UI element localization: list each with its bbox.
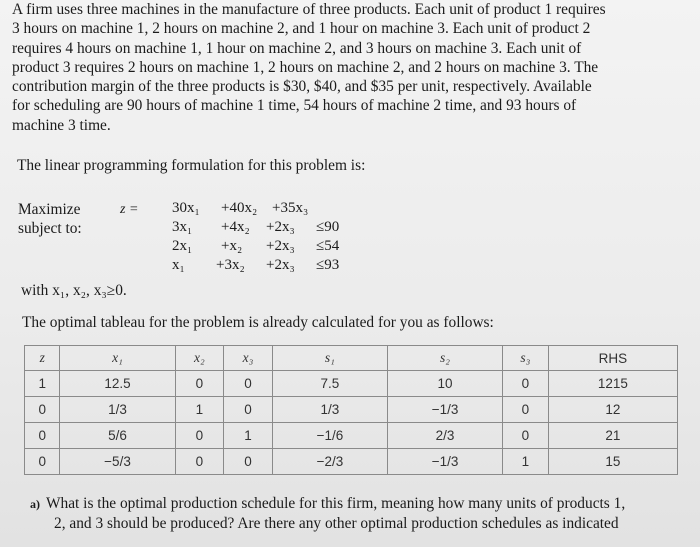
- table-cell: 0: [25, 449, 60, 475]
- problem-line: requires 4 hours on machine 1, 1 hour on machine 2, and 3 hours on machine 3. Each unit of: [12, 39, 582, 57]
- table-cell: 0: [503, 423, 549, 449]
- table-cell: −1/3: [387, 449, 502, 475]
- header-cell: z: [25, 346, 60, 371]
- table-cell: −5/3: [60, 449, 175, 475]
- constraint-rhs: ≤93: [316, 257, 340, 273]
- table-cell: 1: [25, 371, 60, 397]
- table-cell: −1/3: [387, 397, 502, 423]
- table-cell: 5/6: [60, 423, 175, 449]
- table-cell: 1: [175, 397, 224, 423]
- table-cell: 1/3: [272, 397, 387, 423]
- question-label: a): [30, 497, 40, 511]
- question-text-line: 2, and 3 should be produced? Are there any other optimal production schedules as indicated: [54, 515, 619, 532]
- table-cell: 0: [175, 449, 224, 475]
- table-cell: 0: [175, 371, 224, 397]
- question-a: [30, 494, 625, 533]
- constraint-term: 3x₁: [172, 219, 193, 235]
- table-cell: 0: [224, 371, 273, 397]
- objective-term: +35x₃: [272, 200, 309, 216]
- question-text-line: What is the optimal production schedule for this firm, meaning how many units of products 1,: [46, 495, 626, 512]
- table-cell: 10: [387, 371, 502, 397]
- constraint-term: +4x₂: [221, 219, 250, 235]
- problem-line: contribution margin of the three products is $30, $40, and $35 per unit, respectively. Available: [12, 78, 592, 96]
- table-row: [25, 371, 678, 397]
- table-cell: 12.5: [60, 371, 175, 397]
- header-cell: RHS: [548, 346, 677, 371]
- constraint-term: +2x₃: [266, 257, 295, 273]
- constraint-rhs: ≤54: [316, 238, 340, 254]
- header-cell: s₃: [503, 346, 549, 371]
- table-cell: 0: [503, 397, 549, 423]
- constraint-term: x₁: [172, 257, 185, 273]
- constraint-term: 2x₁: [172, 238, 193, 254]
- problem-line: A firm uses three machines in the manufacture of three products. Each unit of product 1 requires: [12, 1, 606, 18]
- header-cell: s₂: [387, 346, 502, 371]
- header-cell: x₃: [224, 346, 273, 371]
- table-cell: 7.5: [272, 371, 387, 397]
- problem-statement: [12, 0, 692, 135]
- objective-term: +40x₂: [221, 200, 258, 216]
- problem-line: for scheduling are 90 hours of machine 1 time, 54 hours of machine 2 time, and 93 hours of: [12, 97, 577, 115]
- constraint-rhs: ≤90: [316, 219, 340, 235]
- constraint-term: +x₂: [221, 238, 243, 254]
- problem-line: machine 3 time.: [12, 116, 111, 134]
- table-row: [25, 423, 678, 449]
- header-cell: s₁: [272, 346, 387, 371]
- table-cell: 0: [25, 423, 60, 449]
- tableau-intro: The optimal tableau for the problem is already calculated for you as follows:: [22, 314, 494, 331]
- header-cell: x₂: [175, 346, 224, 371]
- table-cell: 2/3: [387, 423, 502, 449]
- problem-line: 3 hours on machine 1, 2 hours on machine 2, and 1 hour on machine 3. Each unit of product 2: [12, 20, 591, 38]
- table-row: [25, 397, 678, 423]
- table-cell: 1/3: [60, 397, 175, 423]
- header-cell: x₁: [60, 346, 175, 371]
- table-cell: 1215: [548, 371, 677, 397]
- nonnegativity: with x₁, x₂, x₃≥0.: [21, 282, 127, 299]
- table-cell: 1: [224, 423, 273, 449]
- maximize-label: Maximize: [18, 201, 81, 218]
- table-cell: 0: [503, 371, 549, 397]
- problem-line: product 3 requires 2 hours on machine 1, 2 hours on machine 2, and 2 hours on machine 3. The: [12, 58, 599, 76]
- lp-intro: The linear programming formulation for this problem is:: [17, 157, 366, 174]
- objective-term: 30x₁: [172, 200, 200, 216]
- table-cell: 21: [548, 423, 677, 449]
- table-cell: 1: [503, 449, 549, 475]
- subject-to-label: subject to:: [18, 220, 82, 237]
- constraint-term: +3x₂: [216, 257, 245, 273]
- table-cell: 15: [548, 449, 677, 475]
- tableau-header-row: [25, 346, 678, 371]
- table-cell: 0: [175, 423, 224, 449]
- table-cell: 0: [224, 397, 273, 423]
- table-row: [25, 449, 678, 475]
- constraint-term: +2x₃: [266, 238, 295, 254]
- table-cell: 12: [548, 397, 677, 423]
- table-cell: 0: [224, 449, 273, 475]
- table-cell: 0: [25, 397, 60, 423]
- table-cell: −1/6: [272, 423, 387, 449]
- z-label: z =: [120, 202, 139, 217]
- table-cell: −2/3: [272, 449, 387, 475]
- constraint-term: +2x₃: [266, 219, 295, 235]
- optimal-tableau: [24, 345, 678, 475]
